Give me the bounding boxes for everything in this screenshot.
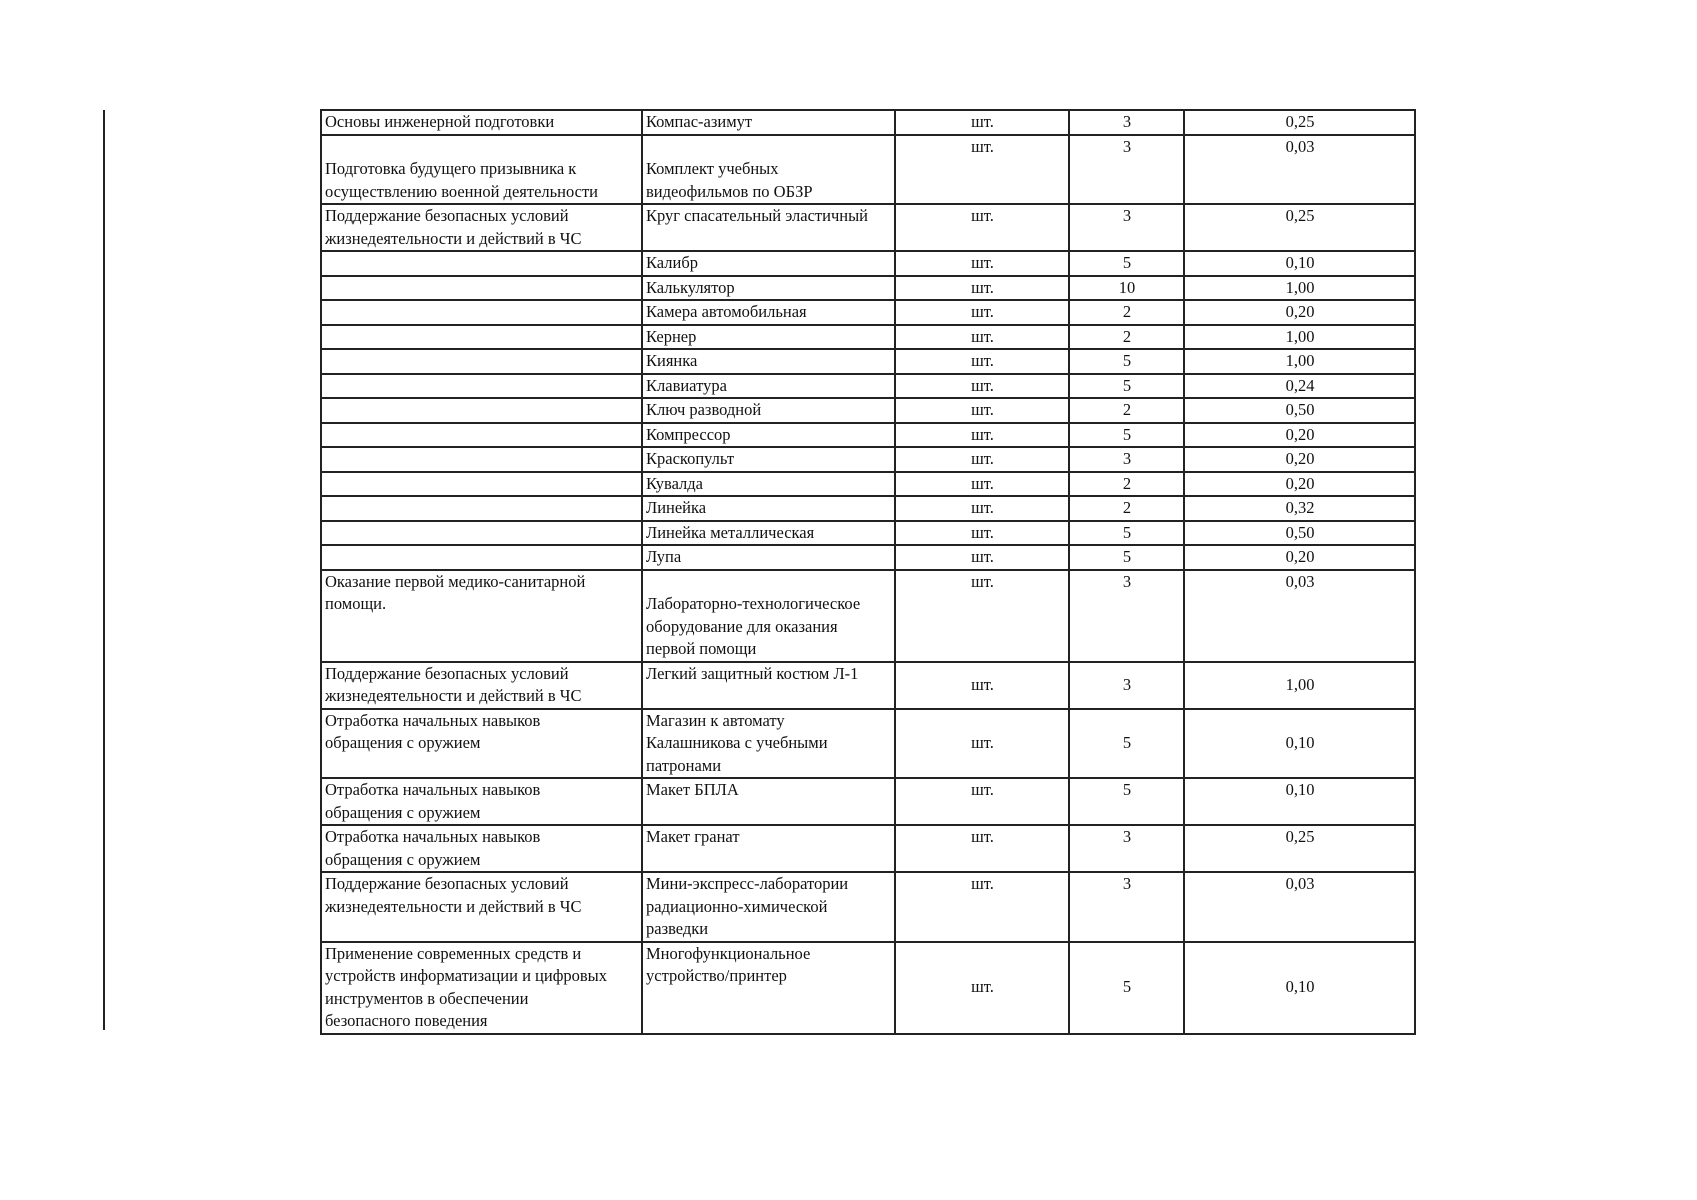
coefficient-cell: 0,03 <box>1184 135 1415 205</box>
unit-cell: шт. <box>895 398 1069 423</box>
unit-cell: шт. <box>895 496 1069 521</box>
subject-cell <box>321 349 642 374</box>
subject-cell: Основы инженерной подготовки <box>321 110 642 135</box>
subject-cell: Применение современных средств и устройств информатизации и цифровых инструментов в обеспечении безопасного поведения <box>321 942 642 1034</box>
item-cell: Легкий защитный костюм Л-1 <box>642 662 895 709</box>
quantity-cell: 2 <box>1069 325 1184 350</box>
quantity-cell: 5 <box>1069 709 1184 779</box>
subject-cell: Поддержание безопасных условий жизнедеятельности и действий в ЧС <box>321 204 642 251</box>
coefficient-cell: 0,24 <box>1184 374 1415 399</box>
subject-cell <box>321 325 642 350</box>
item-cell: Кувалда <box>642 472 895 497</box>
item-cell: Комплект учебных видеофильмов по ОБЗР <box>642 135 895 205</box>
coefficient-cell: 0,10 <box>1184 251 1415 276</box>
equipment-table <box>320 109 1416 1035</box>
item-cell: Круг спасательный эластичный <box>642 204 895 251</box>
unit-cell: шт. <box>895 349 1069 374</box>
quantity-cell: 5 <box>1069 778 1184 825</box>
unit-cell: шт. <box>895 251 1069 276</box>
item-cell: Киянка <box>642 349 895 374</box>
quantity-cell: 5 <box>1069 545 1184 570</box>
equipment-table-body <box>321 110 1415 1034</box>
subject-cell <box>321 423 642 448</box>
quantity-cell: 3 <box>1069 825 1184 872</box>
table-row <box>321 423 1415 448</box>
unit-cell: шт. <box>895 447 1069 472</box>
subject-cell: Оказание первой медико-санитарной помощи. <box>321 570 642 662</box>
quantity-cell: 5 <box>1069 423 1184 448</box>
table-row <box>321 872 1415 942</box>
unit-cell: шт. <box>895 825 1069 872</box>
table-row <box>321 825 1415 872</box>
subject-cell <box>321 496 642 521</box>
unit-cell: шт. <box>895 276 1069 301</box>
subject-cell: Поддержание безопасных условий жизнедеятельности и действий в ЧС <box>321 872 642 942</box>
item-cell: Лабораторно-технологическое оборудование для оказания первой помощи <box>642 570 895 662</box>
subject-cell <box>321 447 642 472</box>
item-cell: Ключ разводной <box>642 398 895 423</box>
quantity-cell: 3 <box>1069 662 1184 709</box>
unit-cell: шт. <box>895 545 1069 570</box>
table-row <box>321 709 1415 779</box>
coefficient-cell: 0,03 <box>1184 872 1415 942</box>
table-row <box>321 778 1415 825</box>
subject-cell <box>321 521 642 546</box>
quantity-cell: 3 <box>1069 570 1184 662</box>
subject-cell <box>321 300 642 325</box>
table-row <box>321 110 1415 135</box>
coefficient-cell: 0,10 <box>1184 709 1415 779</box>
coefficient-cell: 0,50 <box>1184 521 1415 546</box>
table-row <box>321 374 1415 399</box>
quantity-cell: 3 <box>1069 135 1184 205</box>
table-row <box>321 942 1415 1034</box>
table-row <box>321 398 1415 423</box>
item-cell: Линейка <box>642 496 895 521</box>
unit-cell: шт. <box>895 374 1069 399</box>
unit-cell: шт. <box>895 423 1069 448</box>
page-margin-line <box>103 110 105 1030</box>
subject-cell: Отработка начальных навыков обращения с оружием <box>321 709 642 779</box>
coefficient-cell: 0,25 <box>1184 110 1415 135</box>
coefficient-cell: 0,20 <box>1184 300 1415 325</box>
quantity-cell: 5 <box>1069 374 1184 399</box>
unit-cell: шт. <box>895 135 1069 205</box>
unit-cell: шт. <box>895 942 1069 1034</box>
subject-cell <box>321 472 642 497</box>
item-cell: Краскопульт <box>642 447 895 472</box>
item-cell: Компас-азимут <box>642 110 895 135</box>
item-cell: Макет БПЛА <box>642 778 895 825</box>
quantity-cell: 5 <box>1069 521 1184 546</box>
item-cell: Лупа <box>642 545 895 570</box>
subject-cell: Подготовка будущего призывника к осуществлению военной деятельности <box>321 135 642 205</box>
table-row <box>321 447 1415 472</box>
coefficient-cell: 1,00 <box>1184 349 1415 374</box>
unit-cell: шт. <box>895 300 1069 325</box>
quantity-cell: 10 <box>1069 276 1184 301</box>
table-row <box>321 251 1415 276</box>
item-cell: Клавиатура <box>642 374 895 399</box>
coefficient-cell: 0,10 <box>1184 942 1415 1034</box>
item-cell: Многофункциональное устройство/принтер <box>642 942 895 1034</box>
table-row <box>321 521 1415 546</box>
unit-cell: шт. <box>895 570 1069 662</box>
quantity-cell: 5 <box>1069 942 1184 1034</box>
quantity-cell: 2 <box>1069 398 1184 423</box>
quantity-cell: 3 <box>1069 110 1184 135</box>
table-row <box>321 135 1415 205</box>
subject-cell: Поддержание безопасных условий жизнедеятельности и действий в ЧС <box>321 662 642 709</box>
table-row <box>321 204 1415 251</box>
table-row <box>321 496 1415 521</box>
table-row <box>321 570 1415 662</box>
coefficient-cell: 0,25 <box>1184 825 1415 872</box>
quantity-cell: 5 <box>1069 349 1184 374</box>
coefficient-cell: 0,25 <box>1184 204 1415 251</box>
subject-cell: Отработка начальных навыков обращения с оружием <box>321 825 642 872</box>
coefficient-cell: 0,03 <box>1184 570 1415 662</box>
subject-cell <box>321 276 642 301</box>
table-row <box>321 472 1415 497</box>
item-cell: Компрессор <box>642 423 895 448</box>
table-row <box>321 276 1415 301</box>
unit-cell: шт. <box>895 709 1069 779</box>
subject-cell <box>321 398 642 423</box>
quantity-cell: 2 <box>1069 300 1184 325</box>
quantity-cell: 2 <box>1069 496 1184 521</box>
coefficient-cell: 0,20 <box>1184 472 1415 497</box>
unit-cell: шт. <box>895 204 1069 251</box>
subject-cell <box>321 374 642 399</box>
coefficient-cell: 1,00 <box>1184 276 1415 301</box>
subject-cell <box>321 251 642 276</box>
item-cell: Магазин к автомату Калашникова с учебными патронами <box>642 709 895 779</box>
coefficient-cell: 0,10 <box>1184 778 1415 825</box>
item-cell: Мини-экспресс-лаборатории радиационно-химической разведки <box>642 872 895 942</box>
coefficient-cell: 0,50 <box>1184 398 1415 423</box>
item-cell: Калибр <box>642 251 895 276</box>
table-row <box>321 325 1415 350</box>
coefficient-cell: 1,00 <box>1184 662 1415 709</box>
table-row <box>321 662 1415 709</box>
coefficient-cell: 0,20 <box>1184 545 1415 570</box>
item-cell: Кернер <box>642 325 895 350</box>
item-cell: Калькулятор <box>642 276 895 301</box>
quantity-cell: 2 <box>1069 472 1184 497</box>
unit-cell: шт. <box>895 778 1069 825</box>
subject-cell: Отработка начальных навыков обращения с оружием <box>321 778 642 825</box>
table-row <box>321 545 1415 570</box>
table-row <box>321 300 1415 325</box>
coefficient-cell: 0,20 <box>1184 423 1415 448</box>
unit-cell: шт. <box>895 662 1069 709</box>
unit-cell: шт. <box>895 325 1069 350</box>
coefficient-cell: 0,32 <box>1184 496 1415 521</box>
quantity-cell: 5 <box>1069 251 1184 276</box>
unit-cell: шт. <box>895 521 1069 546</box>
unit-cell: шт. <box>895 872 1069 942</box>
coefficient-cell: 1,00 <box>1184 325 1415 350</box>
item-cell: Камера автомобильная <box>642 300 895 325</box>
quantity-cell: 3 <box>1069 204 1184 251</box>
item-cell: Линейка металлическая <box>642 521 895 546</box>
quantity-cell: 3 <box>1069 872 1184 942</box>
subject-cell <box>321 545 642 570</box>
quantity-cell: 3 <box>1069 447 1184 472</box>
table-row <box>321 349 1415 374</box>
unit-cell: шт. <box>895 110 1069 135</box>
item-cell: Макет гранат <box>642 825 895 872</box>
coefficient-cell: 0,20 <box>1184 447 1415 472</box>
unit-cell: шт. <box>895 472 1069 497</box>
